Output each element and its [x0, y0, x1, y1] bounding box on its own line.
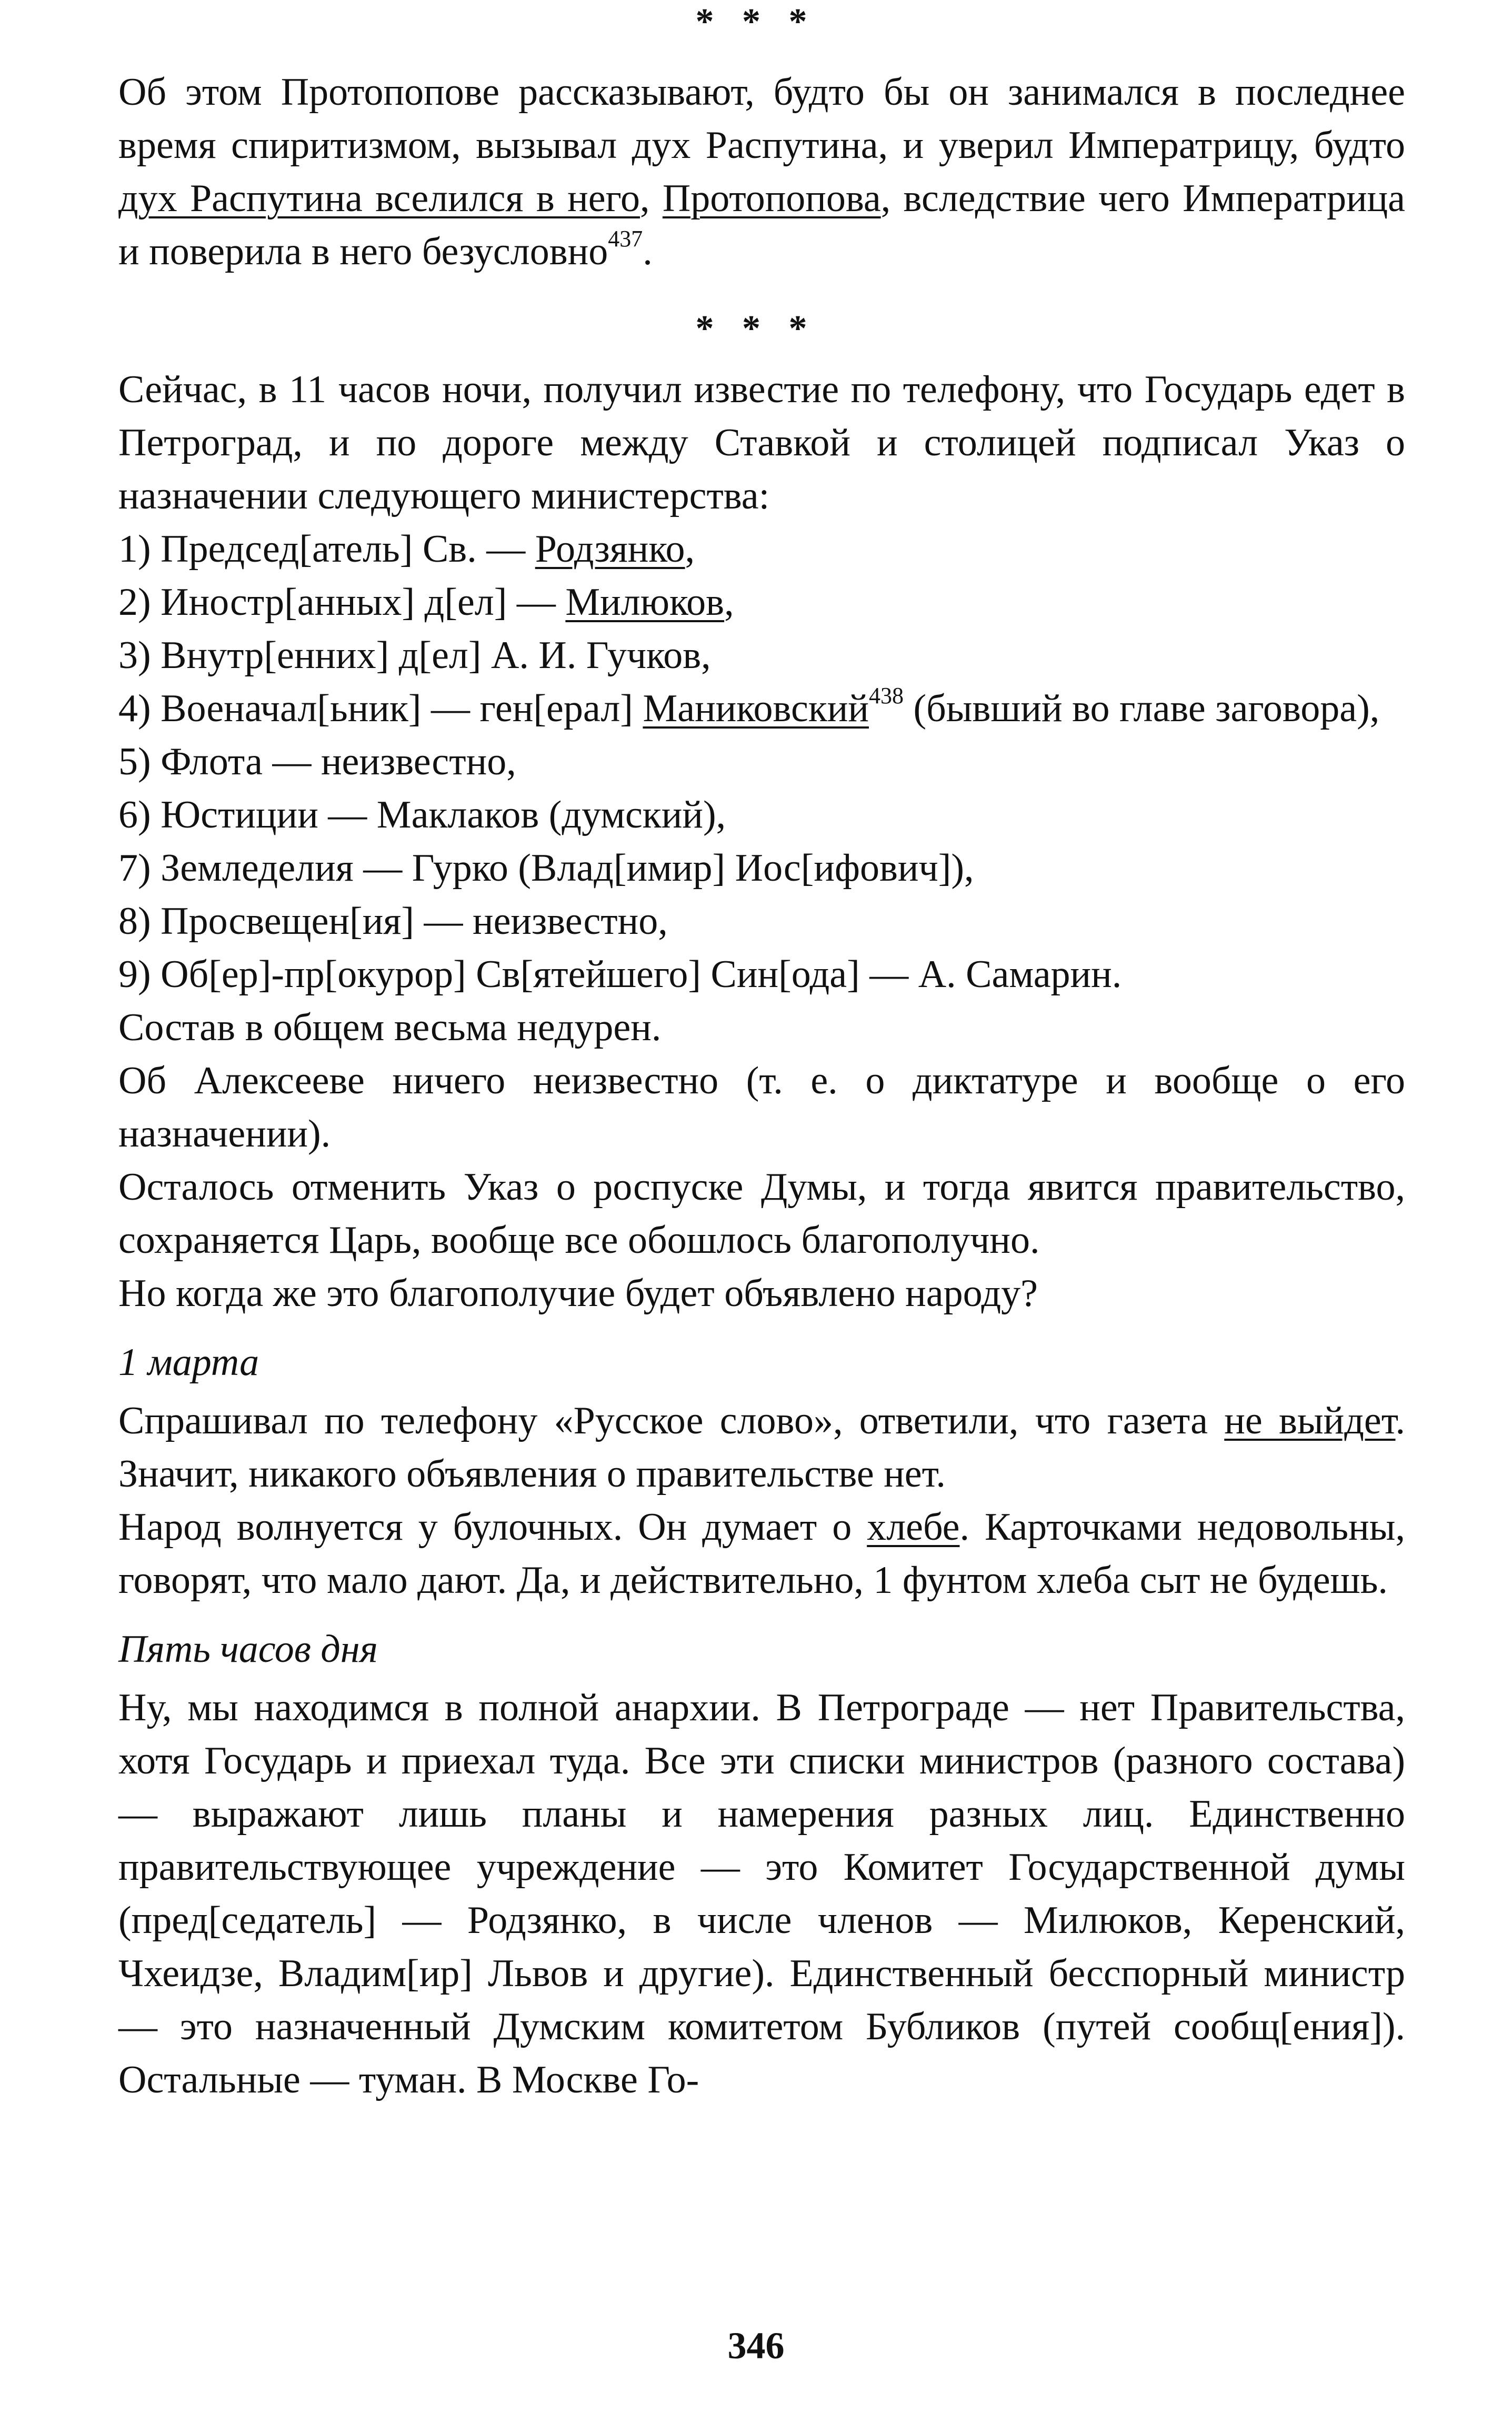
p1-underline-protopopov: Протопопова: [662, 177, 881, 220]
p1-before: Об этом Протопопове рассказывают, будто бы он занимался в последнее время спиритизмом, вызывал дух Распутина, и уверил Императрицу, будто: [118, 71, 1405, 167]
item4-role: 4) Военачал[ьник] — ген[ерал]: [118, 687, 643, 730]
p7-before: Спрашивал по телефону «Русское слово», ответили, что газета: [118, 1399, 1225, 1442]
ministry-item-5: 5) Флота — неизвестно,: [118, 740, 516, 783]
date-heading-five-pm: Пять часов дня: [118, 1628, 378, 1671]
section-separator-middle: * * *: [695, 308, 817, 349]
item4-name: Маниковский: [643, 687, 869, 730]
ministry-item-9: 9) Об[ер]-пр[окурор] Св[ятейшего] Син[ода] — А. Самарин.: [118, 953, 1122, 996]
paragraph-duma: Осталось отменить Указ о роспуске Думы, и тогда явится правительство, сохраняется Царь, вообще все обошлось благополучно.: [118, 1165, 1405, 1262]
paragraph-anarchy: Ну, мы находимся в полной анархии. В Петрограде — нет Правительства, хотя Государь и приехал туда. Все эти списки министров (разного состава) — выражают лишь планы и намерения разных лиц. Единственно правительствующее учреждение — это Комитет Государственной думы (пред[седатель] — Родзянко, в числе членов — Милюков, Керенский, Чхеидзе, Владим[ир] Львов и другие). Единственный бесспорный министр — это назначенный Думским комитетом Бубликов (путей сообщ[ения]). Остальные — туман. В Москве Го-: [118, 1686, 1405, 2101]
p1-mid: ,: [640, 177, 663, 220]
paragraph-protopopov: [118, 66, 1405, 278]
paragraph-composition: Состав в общем весьма недурен.: [118, 1006, 662, 1049]
p1-end: .: [643, 230, 653, 273]
item1-name: Родзянко: [535, 527, 685, 571]
p1-after: , вследствие чего Императрица и поверила в него безусловно: [118, 177, 1405, 273]
ministry-item-6: 6) Юстиции — Маклаков (думский),: [118, 793, 726, 836]
p8-underline: хлебе: [867, 1506, 960, 1549]
p8-after: . Карточками недовольны, говорят, что мало дают. Да, и действительно, 1 фунтом хлеба сыт не будешь.: [118, 1506, 1405, 1602]
p8-before: Народ волнуется у булочных. Он думает о: [118, 1506, 867, 1549]
date-heading-march-1: 1 марта: [118, 1341, 259, 1384]
item2-role: 2) Иностр[анных] д[ел] —: [118, 581, 566, 624]
ministry-item-7: 7) Земледелия — Гурко (Влад[имир] Иос[ифович]),: [118, 846, 974, 890]
ministry-item-4: [118, 682, 1405, 735]
footnote-438: 438: [868, 683, 904, 709]
item1-end: ,: [685, 527, 695, 571]
footnote-437: 437: [608, 226, 643, 252]
paragraph-news: Сейчас, в 11 часов ночи, получил известие по телефону, что Государь едет в Петроград, и по дороге между Ставкой и столицей подписал Указ о назначении следующего министерства:: [118, 368, 1405, 517]
ministry-item-2: [118, 576, 1405, 629]
ministry-item-8: 8) Просвещен[ия] — неизвестно,: [118, 900, 668, 943]
ministry-item-3: 3) Внутр[енних] д[ел] А. И. Гучков,: [118, 634, 711, 677]
item2-end: ,: [724, 581, 734, 624]
item4-end: (бывший во главе заговора),: [903, 687, 1380, 730]
item2-name: Милюков: [565, 581, 725, 624]
item1-role: 1) Председ[атель] Св. —: [118, 527, 535, 571]
p7-after: . Значит, никакого объявления о правительстве нет.: [118, 1399, 1406, 1496]
protopopov-text: [118, 66, 1405, 278]
paragraph-alekseev: Об Алексееве ничего неизвестно (т. е. о диктатуре и вообще о его назначении).: [118, 1059, 1405, 1155]
ministry-item-1: [118, 523, 1405, 576]
paragraph-bread: [118, 1501, 1405, 1607]
main-text: [118, 363, 1405, 2107]
paragraph-question: Но когда же это благополучие будет объявлено народу?: [118, 1272, 1038, 1315]
page-number: 346: [727, 2325, 785, 2367]
section-separator-top: * * *: [695, 2, 817, 42]
p1-underline-spirit: дух Распутина вселился в него: [118, 177, 640, 220]
p7-underline: не выйдет: [1224, 1399, 1396, 1442]
paragraph-newspaper: [118, 1394, 1405, 1501]
